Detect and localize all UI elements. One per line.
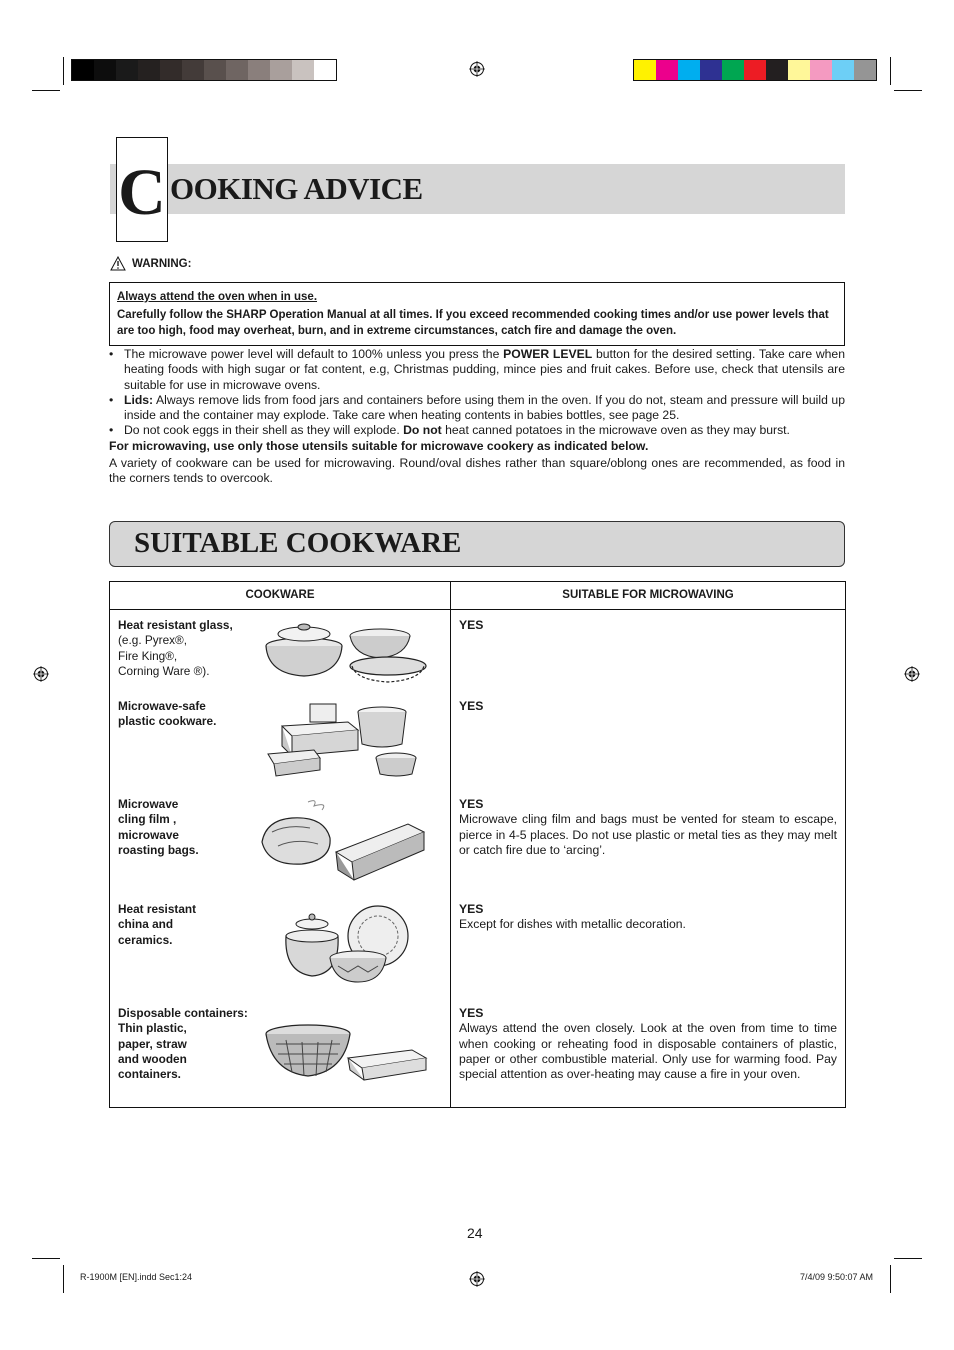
suitability-cell: YES Microwave cling film and bags must be vented for steam to escape, pierce in 4-5 places. Do not use plastic or metal ties as they may melt or catch fire due to ‘arcing’. [459, 797, 837, 857]
column-header-suitable: SUITABLE FOR MICROWAVING [562, 589, 734, 601]
footer-timestamp: 7/4/09 9:50:07 AM [800, 1272, 874, 1282]
plastic-cookware-icon [262, 700, 430, 782]
registration-mark-icon [469, 61, 485, 77]
bullet-text: The microwave power level will default to 100% unless you press the [124, 347, 504, 361]
color-swatch [204, 60, 226, 80]
initial-letter-box [116, 137, 168, 242]
color-swatch [314, 60, 336, 80]
color-swatch [656, 60, 678, 80]
color-swatch [810, 60, 832, 80]
color-swatch [270, 60, 292, 80]
utensil-note: For microwaving, use only those utensils suitable for microwave cookery as indicated below. [109, 438, 649, 453]
registration-mark-icon [469, 1271, 485, 1287]
footer-file-info: R-1900M [EN].indd Sec1:24 [80, 1272, 193, 1282]
color-swatch [722, 60, 744, 80]
color-swatch [678, 60, 700, 80]
grayscale-color-bar [71, 59, 337, 81]
variety-text: A variety of cookware can be used for microwaving. Round/oval dishes rather than square/oblong ones are recommended, as food in the corners tends to overcook. [109, 456, 845, 486]
color-swatch [94, 60, 116, 80]
crop-mark [63, 1265, 64, 1293]
suitability-cell: YES [459, 699, 484, 713]
registration-mark-icon [33, 666, 49, 682]
crop-mark [32, 90, 60, 91]
warning-box [109, 282, 845, 346]
color-swatch [138, 60, 160, 80]
bullet-bold: POWER LEVEL [503, 347, 593, 361]
color-swatch [854, 60, 876, 80]
registration-mark-icon [904, 666, 920, 682]
suitability-cell: YES [459, 618, 484, 632]
cookware-name: Microwave-safe plastic cookware. [118, 699, 217, 729]
section-title: SUITABLE COOKWARE [134, 527, 462, 559]
color-swatch [832, 60, 854, 80]
color-swatch [744, 60, 766, 80]
color-swatch [766, 60, 788, 80]
color-swatch [182, 60, 204, 80]
warning-label-row [110, 256, 191, 271]
crop-mark [63, 57, 64, 85]
color-swatch [116, 60, 138, 80]
advice-text [109, 347, 845, 487]
bullet-bold: Do not [403, 423, 442, 438]
warning-line-1: Always attend the oven when in use. [117, 291, 318, 303]
color-swatch [700, 60, 722, 80]
bullet-bold: Lids: [124, 392, 154, 407]
cookware-name: Heat resistant glass, (e.g. Pyrex®, Fire King®, Corning Ware ®). [118, 618, 233, 678]
bullet-item: • Lids: Always remove lids from food jars and containers before using them in the oven. If you do not, steam and pressure will build up inside and the container may explode. Take care when heating contents in babies bottles, see page 25. [109, 392, 845, 423]
suitability-cell: YES Except for dishes with metallic decoration. [459, 902, 686, 932]
cookware-table [109, 581, 846, 1108]
color-swatch [72, 60, 94, 80]
page-number: 24 [467, 1225, 483, 1241]
color-swatch [788, 60, 810, 80]
cookware-name: Heat resistant china and ceramics. [118, 902, 197, 947]
color-swatch [634, 60, 656, 80]
bullet-item: • The microwave power level will default to 100% unless you press the POWER LEVEL button for the desired setting. Take care when heating foods with high sugar or fat content, e.g, Christmas pudding, mince pies and fruit cakes. Before use, check that utensils are suitable for use in microwave ovens. [109, 347, 845, 392]
bullet-text: Always remove lids from food jars and containers before using them in the oven. If you do not, steam and pressure will build up inside and the container may explode. Take care when heating contents in babies bottles, see page 25. [124, 392, 845, 423]
warning-label: WARNING: [132, 257, 192, 270]
column-header-cookware: COOKWARE [245, 589, 315, 601]
crop-mark [890, 57, 891, 85]
crop-mark [894, 1258, 922, 1259]
color-swatch [160, 60, 182, 80]
color-swatch [248, 60, 270, 80]
bullet-text: Do not cook eggs in their shell as they will explode. [124, 423, 404, 438]
glass-cookware-icon [258, 616, 430, 684]
cookware-name: Microwave cling film , microwave roasting bags. [118, 797, 199, 857]
cookware-name: Disposable containers: Thin plastic, paper, straw and wooden containers. [118, 1006, 248, 1082]
process-color-bar [633, 59, 877, 81]
bullet-text: heat canned potatoes in the microwave oven as they may burst. [441, 423, 790, 438]
bullet-item: • Do not cook eggs in their shell as they will explode. Do not heat canned potatoes in the microwave oven as they may burst. [109, 423, 790, 438]
color-swatch [292, 60, 314, 80]
crop-mark [894, 90, 922, 91]
warning-line-2: Carefully follow the SHARP Operation Manual at all times. If you exceed recommended cooking times and/or use power levels that are too high, food may overheat, burn, and in extreme circumstances, catch fire and damage the oven. [117, 309, 829, 337]
crop-mark [32, 1258, 60, 1259]
ceramics-icon [278, 902, 410, 986]
bullet-text: button for the desired setting. Take care when heating foods with high sugar or fat content, e.g, Christmas pudding, mince pies and fruit cakes. Before use, check that utensils are suitable for use in microwave ovens. [124, 347, 845, 392]
crop-mark [890, 1265, 891, 1293]
initial-letter: C [118, 155, 166, 229]
color-swatch [226, 60, 248, 80]
basket-container-icon [262, 1020, 430, 1082]
cling-film-icon [258, 798, 430, 882]
warning-triangle-icon [110, 256, 126, 271]
page-title: OOKING ADVICE [170, 171, 423, 206]
suitability-cell: YES Always attend the oven closely. Look at the oven from time to time when cooking or reheating food in disposable containers of plastic, paper or other combustible material. Only use for warming food. Pay special attention as over-heating may cause a fire in your oven. [459, 1006, 837, 1082]
